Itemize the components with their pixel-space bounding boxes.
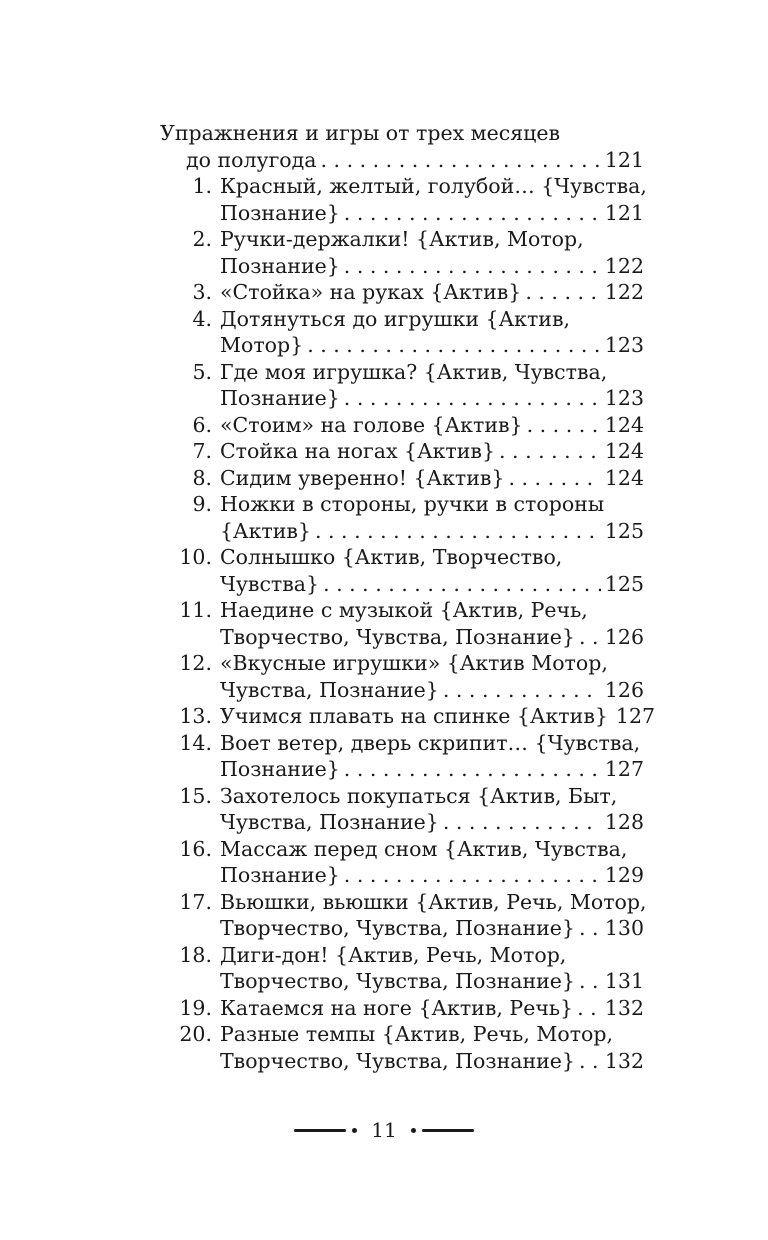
entry-number: 15. xyxy=(179,783,212,808)
entry-last-line xyxy=(220,1048,644,1075)
right-ornament-icon xyxy=(405,1128,474,1133)
leader-dots xyxy=(307,332,601,359)
entry-title-line1: Солнышко {Актив, Творчество, xyxy=(220,545,563,569)
leader-dots xyxy=(579,915,601,942)
toc-entry xyxy=(160,597,644,650)
entry-number: 7. xyxy=(192,439,212,463)
entry-number: 14. xyxy=(179,730,212,755)
leader-dots xyxy=(499,438,601,465)
toc-entry xyxy=(160,438,644,465)
entry-number: 9. xyxy=(192,492,212,516)
leader-dots xyxy=(321,147,601,174)
entry-number: 13. xyxy=(179,704,212,728)
entry-number: 10. xyxy=(179,545,212,569)
entry-title-line2: Познание} xyxy=(220,253,340,278)
entry-title-line1: Ножки в стороны, ручки в стороны xyxy=(220,492,605,516)
page-number: 124 xyxy=(604,465,644,490)
table-of-contents xyxy=(160,120,656,1074)
entry-last-line xyxy=(220,200,644,227)
leader-dots xyxy=(579,1048,601,1075)
entry-title-line1: Наедине с музыкой {Актив, Речь, xyxy=(220,598,588,622)
leader-dots xyxy=(525,279,601,306)
entry-last-line xyxy=(220,253,644,280)
page-number: 124 xyxy=(604,439,644,463)
entry-number: 5. xyxy=(192,359,212,384)
page-number: 126 xyxy=(604,624,644,649)
entry-number: 11. xyxy=(179,598,212,622)
entry-last-line xyxy=(220,703,656,730)
entry-title-line2: Познание} xyxy=(220,200,340,225)
toc-entry xyxy=(160,995,644,1022)
entry-last-line xyxy=(220,995,644,1022)
entry-last-line xyxy=(220,862,644,889)
left-ornament-icon xyxy=(294,1128,363,1133)
page-number: 125 xyxy=(604,571,644,596)
entry-last-line xyxy=(220,571,644,598)
entry-number: 18. xyxy=(179,942,212,967)
leader-dots xyxy=(579,968,601,995)
toc-entry xyxy=(160,173,647,226)
entry-title-line2: Чувства, Познание} xyxy=(220,677,439,702)
section-title-text: до полугода xyxy=(186,147,317,172)
entry-title-line2: «Стойка» на руках {Актив} xyxy=(220,280,522,304)
entry-last-line xyxy=(220,465,644,492)
entry-number: 20. xyxy=(179,1022,212,1046)
entry-number: 2. xyxy=(192,227,212,251)
leader-dots xyxy=(508,465,600,492)
entry-title-line1: Воет ветер, дверь скрипит… {Чувства, xyxy=(220,730,641,755)
entry-title-line2: Познание} xyxy=(220,386,340,410)
section-title-line1: Упражнения и игры от трех месяцев xyxy=(160,121,561,145)
toc-entry xyxy=(160,465,644,492)
page-number: 130 xyxy=(604,916,644,940)
page-number: 123 xyxy=(604,333,644,357)
page-number: 126 xyxy=(604,677,644,702)
page-number: 121 xyxy=(604,200,644,225)
page-number: 129 xyxy=(604,863,644,887)
leader-dots xyxy=(443,809,601,836)
toc-entry xyxy=(160,889,647,942)
entry-title-line1: Диги-дон! {Актив, Речь, Мотор, xyxy=(220,942,567,967)
entry-number: 17. xyxy=(179,889,212,914)
leader-dots xyxy=(344,756,601,783)
entry-last-line xyxy=(220,385,644,412)
entry-number: 19. xyxy=(179,995,212,1020)
entry-title-line1: Вьюшки, вьюшки {Актив, Речь, Мотор, xyxy=(220,889,647,914)
entry-title-line1: Где моя игрушка? {Актив, Чувства, xyxy=(220,359,608,384)
page-number: 127 xyxy=(604,757,644,781)
leader-dots xyxy=(527,412,601,439)
page-number: 125 xyxy=(604,518,644,543)
toc-entry xyxy=(160,730,644,783)
entry-title-line2: Познание} xyxy=(220,757,340,781)
entry-last-line xyxy=(220,915,644,942)
leader-dots xyxy=(323,571,601,598)
page-number: 122 xyxy=(604,253,644,278)
entry-last-line xyxy=(220,756,644,783)
entry-number: 1. xyxy=(192,174,212,198)
entry-title-line2: Творчество, Чувства, Познание} xyxy=(220,624,575,649)
leader-dots xyxy=(315,518,601,545)
entry-last-line xyxy=(220,809,644,836)
page-number: 123 xyxy=(604,386,644,410)
entry-title-line1: Ручки-держалки! {Актив, Мотор, xyxy=(220,227,584,251)
toc-entry xyxy=(160,491,644,544)
entry-number: 12. xyxy=(179,651,212,675)
entry-title-line1: Дотянуться до игрушки {Актив, xyxy=(220,306,571,331)
toc-entry xyxy=(160,942,644,995)
entry-title-line2: Творчество, Чувства, Познание} xyxy=(220,969,575,993)
section-title-line2 xyxy=(160,147,644,174)
entry-last-line xyxy=(220,279,644,306)
entry-title-line2: Творчество, Чувства, Познание} xyxy=(220,916,575,940)
entry-title-line2: {Актив} xyxy=(220,518,311,543)
page-number: 132 xyxy=(604,1048,644,1073)
leader-dots xyxy=(579,624,601,651)
leader-dots xyxy=(344,385,601,412)
entry-title-line1: Захотелось покупаться {Актив, Быт, xyxy=(220,783,618,808)
page-number: 131 xyxy=(604,969,644,993)
page-number: 121 xyxy=(604,147,644,172)
toc-entry xyxy=(160,306,644,359)
entry-title-line2: Учимся плавать на спинке {Актив} xyxy=(220,704,608,728)
toc-entry xyxy=(160,783,644,836)
entry-title-line2: Катаемся на ноге {Актив, Речь} xyxy=(220,995,574,1020)
leader-dots xyxy=(443,677,601,704)
entry-last-line xyxy=(220,332,644,359)
entry-title-line2: Чувства} xyxy=(220,571,320,596)
entry-title-line2: Чувства, Познание} xyxy=(220,810,439,834)
toc-entry xyxy=(160,359,644,412)
page-number: 122 xyxy=(604,280,644,304)
entry-title-line1: «Вкусные игрушки» {Актив Мотор, xyxy=(220,651,608,675)
leader-dots xyxy=(344,200,601,227)
entry-last-line xyxy=(220,438,644,465)
leader-dots xyxy=(344,253,601,280)
toc-entry xyxy=(160,226,644,279)
entry-number: 6. xyxy=(192,412,212,437)
page-number: 128 xyxy=(604,810,644,834)
page-footer xyxy=(0,1118,768,1142)
entry-last-line xyxy=(220,518,644,545)
entry-number: 8. xyxy=(192,465,212,490)
entry-title-line1: Разные темпы {Актив, Речь, Мотор, xyxy=(220,1022,614,1046)
leader-dots xyxy=(344,862,601,889)
entry-last-line xyxy=(220,677,644,704)
entry-title-line2: Творчество, Чувства, Познание} xyxy=(220,1048,575,1073)
entry-last-line xyxy=(220,412,644,439)
entry-number: 3. xyxy=(192,280,212,304)
entry-title-line2: Сидим уверенно! {Актив} xyxy=(220,465,505,490)
entry-last-line xyxy=(220,624,644,651)
toc-entry xyxy=(160,703,656,730)
toc-entry xyxy=(160,412,644,439)
toc-entry xyxy=(160,279,644,306)
entry-title-line2: Стойка на ногах {Актив} xyxy=(220,439,495,463)
page-number: 124 xyxy=(604,412,644,437)
toc-entry xyxy=(160,836,644,889)
entry-title-line1: Красный, желтый, голубой… {Чувства, xyxy=(220,174,647,198)
page-number: 127 xyxy=(615,704,656,728)
page-number: 132 xyxy=(604,995,644,1020)
entry-title-line2: «Стоим» на голове {Актив} xyxy=(220,412,523,437)
entry-number: 16. xyxy=(179,836,212,861)
toc-entry xyxy=(160,650,644,703)
entry-title-line2: Познание} xyxy=(220,863,340,887)
entry-title-line1: Массаж перед сном {Актив, Чувства, xyxy=(220,836,628,861)
entry-title-line2: Мотор} xyxy=(220,333,304,357)
entry-number: 4. xyxy=(192,306,212,331)
toc-entry xyxy=(160,544,644,597)
toc-items xyxy=(160,173,656,1074)
leader-dots xyxy=(577,995,601,1022)
section-heading xyxy=(160,120,644,173)
folio-number: 11 xyxy=(371,1118,397,1142)
entry-last-line xyxy=(220,968,644,995)
toc-entry xyxy=(160,1021,644,1074)
